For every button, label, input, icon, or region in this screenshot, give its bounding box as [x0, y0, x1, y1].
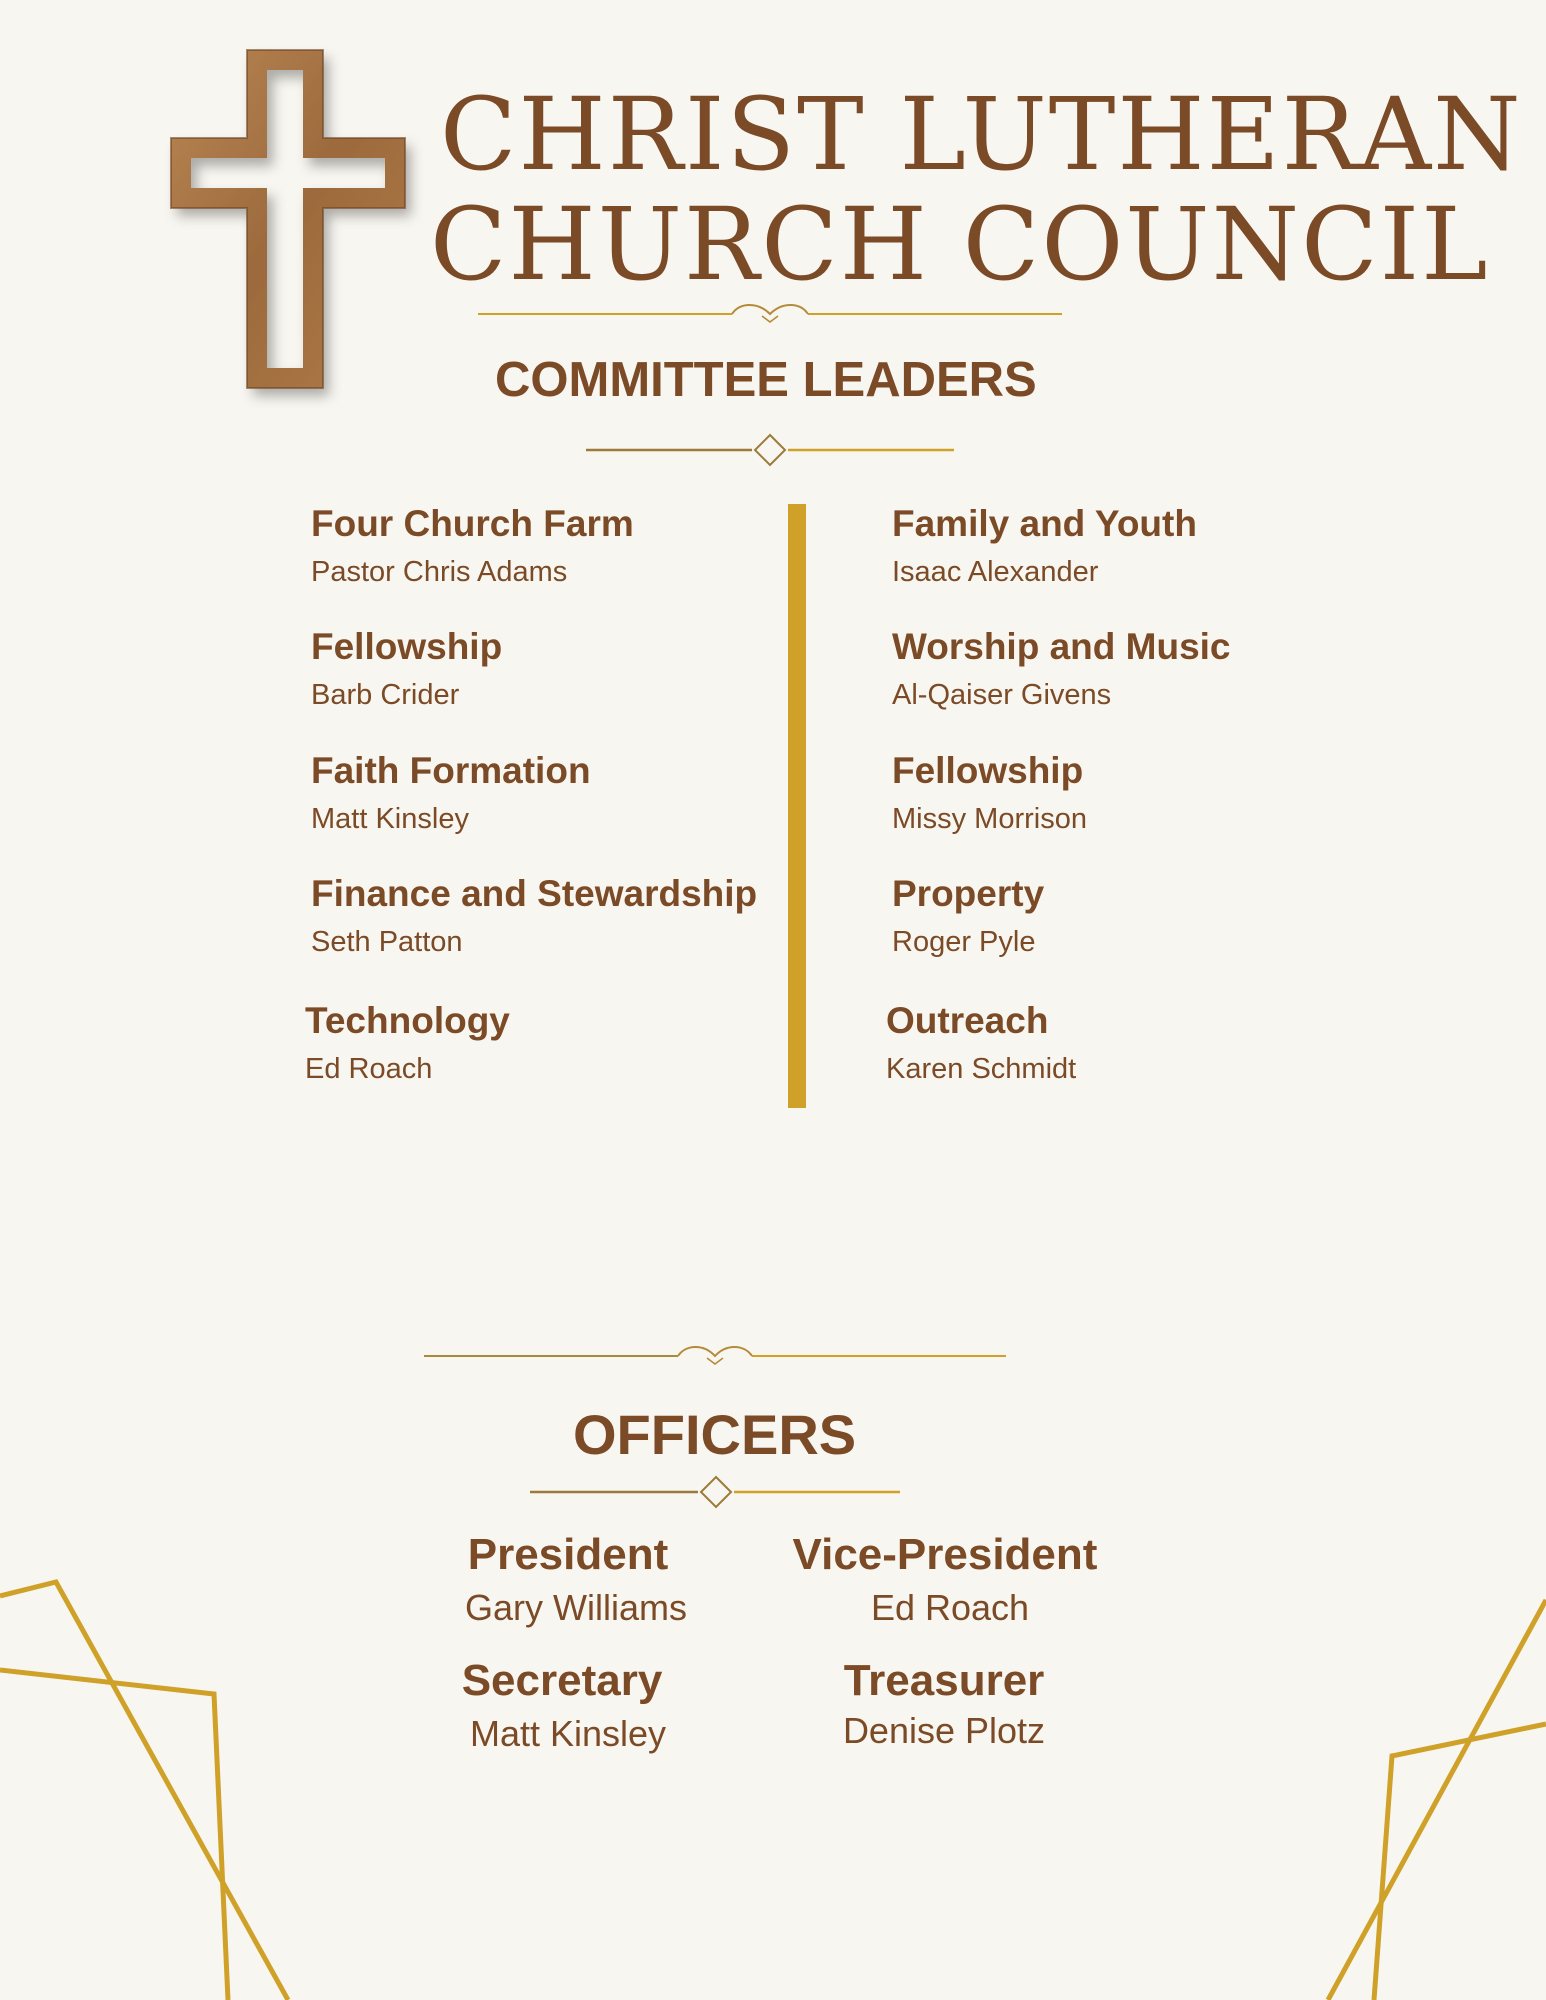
- committee-leader: Karen Schmidt: [886, 1053, 1077, 1085]
- committee-leader: Pastor Chris Adams: [311, 556, 568, 588]
- officer-name: Ed Roach: [870, 1587, 1030, 1628]
- committee-title: Property: [892, 873, 1045, 914]
- officer-name: Gary Williams: [465, 1587, 687, 1628]
- ornament-divider: [424, 1342, 1006, 1372]
- committee-leader: Roger Pyle: [892, 926, 1036, 958]
- committee-leader: Isaac Alexander: [892, 556, 1099, 588]
- committee-title: Finance and Stewardship: [311, 873, 758, 914]
- officer-title: Treasurer: [843, 1656, 1045, 1705]
- title-line-1: CHRIST LUTHERAN: [440, 76, 1523, 193]
- committee-title: Fellowship: [311, 626, 503, 667]
- gold-frame-decoration-right: [1300, 1590, 1546, 2000]
- committee-title: Worship and Music: [892, 626, 1231, 667]
- column-divider: [788, 504, 806, 1108]
- officer-title: Secretary: [461, 1656, 663, 1705]
- title-line-2: CHURCH COUNCIL: [430, 186, 1490, 303]
- gold-frame-decoration-left: [0, 1570, 300, 2000]
- officer-title: Vice-President: [792, 1530, 1098, 1579]
- committee-title: Fellowship: [892, 750, 1084, 791]
- officer-title: President: [467, 1530, 669, 1579]
- diamond-divider: [586, 432, 954, 468]
- committee-title: Technology: [305, 1000, 510, 1041]
- committee-heading: COMMITTEE LEADERS: [495, 353, 1037, 407]
- committee-title: Outreach: [886, 1000, 1049, 1041]
- officer-name: Denise Plotz: [842, 1710, 1046, 1751]
- committee-leader: Matt Kinsley: [311, 803, 469, 835]
- committee-title: Four Church Farm: [311, 503, 634, 544]
- cross-icon: [165, 48, 415, 398]
- officers-heading: OFFICERS: [573, 1403, 857, 1466]
- committee-leader: Missy Morrison: [892, 803, 1087, 835]
- committee-title: Faith Formation: [311, 750, 591, 791]
- committee-leader: Al-Qaiser Givens: [892, 679, 1112, 711]
- diamond-divider: [530, 1474, 900, 1510]
- committee-leader: Barb Crider: [311, 679, 460, 711]
- committee-leader: Ed Roach: [305, 1053, 433, 1085]
- officer-name: Matt Kinsley: [469, 1713, 667, 1754]
- ornament-divider: [478, 298, 1062, 328]
- committee-title: Family and Youth: [892, 503, 1197, 544]
- committee-leader: Seth Patton: [311, 926, 463, 958]
